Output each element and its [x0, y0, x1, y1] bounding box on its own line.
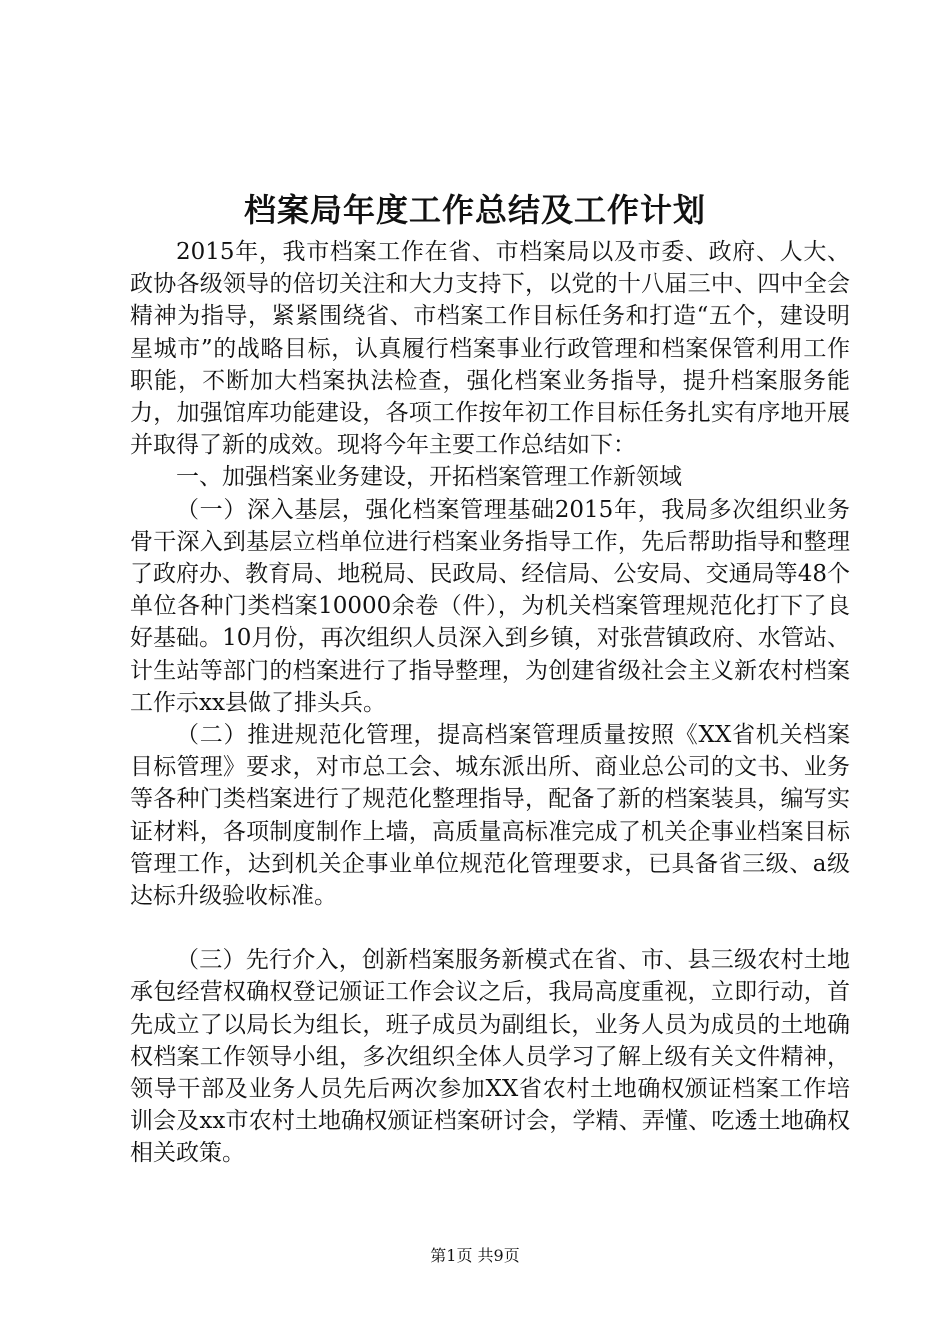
- document-title: 档案局年度工作总结及工作计划: [243, 191, 706, 229]
- page-number: 第1页 共9页: [430, 1246, 520, 1265]
- section-heading: 一、加强档案业务建设，开拓档案管理工作新领域: [176, 464, 682, 491]
- subsection-paragraph-2: （二）推进规范化管理，提高档案管理质量按照《XX省机关档案目标管理》要求，对市总工会、城东派出所、商业总公司的文书、业务等各种门类档案进行了规范化整理指导，配备了新的档案装具，编写实证材料，各项制度制作上墙，高质量高标准完成了机关企事业档案目标管理工作，达到机关企事业单位规范化管理要求，已具备省三级、a级达标升级验收标准。: [130, 722, 850, 910]
- subsection-paragraph-3: （三）先行介入，创新档案服务新模式在省、市、县三级农村土地承包经营权确权登记颁证工作会议之后，我局高度重视，立即行动，首先成立了以局长为组长，班子成员为副组长，业务人员为成员的土地确权档案工作领导小组，多次组织全体人员学习了解上级有关文件精神，领导干部及业务人员先后两次参加XX省农村土地确权颁证档案工作培训会及xx市农村土地确权颁证档案研讨会，学精、弄懂、吃透土地确权相关政策。: [130, 947, 850, 1167]
- document-body: [130, 236, 850, 1170]
- intro-paragraph: 2015年，我市档案工作在省、市档案局以及市委、政府、人大、政协各级领导的倍切关注和大力支持下，以党的十八届三中、四中全会精神为指导，紧紧围绕省、市档案工作目标任务和打造“五个，建设明星城市”的战略目标，认真履行档案事业行政管理和档案保管利用工作职能，不断加大档案执法检查，强化档案业务指导，提升档案服务能力，加强馆库功能建设，各项工作按年初工作目标任务扎实有序地开展并取得了新的成效。现将今年主要工作总结如下：: [130, 239, 850, 459]
- subsection-paragraph-1: （一）深入基层，强化档案管理基础2015年，我局多次组织业务骨干深入到基层立档单位进行档案业务指导工作，先后帮助指导和整理了政府办、教育局、地税局、民政局、经信局、公安局、交通局等48个单位各种门类档案10000余卷（件），为机关档案管理规范化打下了良好基础。10月份，再次组织人员深入到乡镇，对张营镇政府、水管站、计生站等部门的档案进行了指导整理，为创建省级社会主义新农村档案工作示xx县做了排头兵。: [130, 496, 850, 716]
